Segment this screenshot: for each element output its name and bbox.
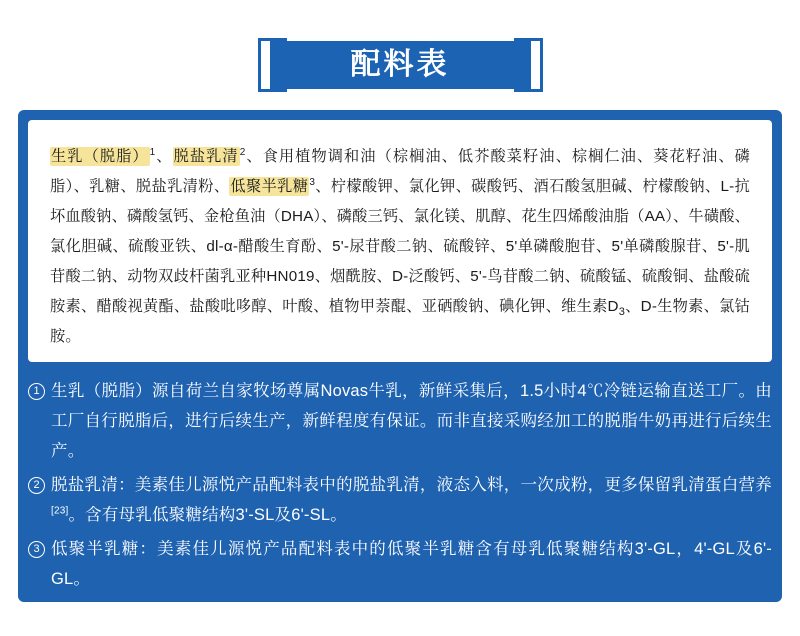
highlight-raw-milk: 生乳（脱脂） bbox=[51, 148, 149, 165]
ingredients-panel bbox=[18, 110, 782, 602]
ingredients-part-3: 、D-生物素、氯钴胺。 bbox=[50, 298, 751, 345]
footnote-text-2a: 脱盐乳清：美素佳儿源悦产品配料表中的脱盐乳清，液态入料，一次成粉，更多保留乳清蛋白营养 bbox=[51, 476, 772, 494]
footnote-item bbox=[28, 376, 772, 466]
footnote-number-1: 1 bbox=[28, 383, 45, 400]
footnote-marker-2: 2 bbox=[239, 146, 246, 158]
highlight-demineralized-whey: 脱盐乳清 bbox=[173, 148, 239, 165]
ingredients-part-1: 、食用植物调和油（棕榈油、低芥酸菜籽油、棕榈仁油、葵花籽油、磷脂）、乳糖、脱盐乳清粉、 bbox=[50, 148, 751, 195]
footnote-item bbox=[28, 470, 772, 530]
title-bar bbox=[270, 41, 531, 89]
footnote-text-2 bbox=[51, 470, 772, 530]
footnote-number-2: 2 bbox=[28, 477, 45, 494]
ingredients-list-box bbox=[28, 120, 772, 362]
footnote-marker-3: 3 bbox=[309, 176, 316, 188]
footnote-text-3: 低聚半乳糖：美素佳儿源悦产品配料表中的低聚半乳糖含有母乳低聚糖结构3'-GL，4'-GL及6'-GL。 bbox=[51, 540, 772, 588]
footnotes-list bbox=[28, 376, 772, 598]
ingredients-separator-1: 、 bbox=[155, 148, 173, 165]
title-frame bbox=[258, 38, 543, 92]
page-title-container bbox=[0, 38, 800, 92]
panel-inner bbox=[28, 120, 772, 592]
footnote-citation-23: [23] bbox=[51, 505, 69, 517]
footnote-text-2b: 。含有母乳低聚糖结构3'-SL及6'-SL。 bbox=[68, 506, 347, 524]
footnote-number-3: 3 bbox=[28, 541, 45, 558]
ingredients-text bbox=[50, 142, 750, 352]
page-title: 配料表 bbox=[350, 48, 450, 81]
footnote-item bbox=[28, 534, 772, 594]
vitamin-d-subscript: 3 bbox=[618, 306, 626, 319]
ingredients-part-2: 、柠檬酸钾、氯化钾、碳酸钙、酒石酸氢胆碱、柠檬酸钠、L-抗坏血酸钠、磷酸氢钙、金枪鱼油（DHA）、磷酸三钙、氯化镁、肌醇、花生四烯酸油脂（AA）、牛磺酸、氯化胆碱、硫酸亚铁、dl-α-醋酸生育酚、5'-尿苷酸二钠、硫酸锌、5'单磷酸胞苷、5'单磷酸腺苷、5'-肌苷酸二钠、动物双歧杆菌乳亚种HN019、烟酰胺、D-泛酸钙、5'-鸟苷酸二钠、硫酸锰、硫酸铜、盐酸硫胺素、醋酸视黄酯、盐酸吡哆醇、叶酸、植物甲萘醌、亚硒酸钠、碘化钾、维生素D bbox=[50, 178, 750, 315]
footnote-marker-1: 1 bbox=[149, 146, 156, 158]
footnote-text-1: 生乳（脱脂）源自荷兰自家牧场尊属Novas牛乳，新鲜采集后，1.5小时4℃冷链运输直送工厂。由工厂自行脱脂后，进行后续生产，新鲜程度有保证。而非直接采购经加工的脱脂牛奶再进行后续生产。 bbox=[51, 382, 772, 460]
highlight-gos: 低聚半乳糖 bbox=[230, 178, 309, 195]
